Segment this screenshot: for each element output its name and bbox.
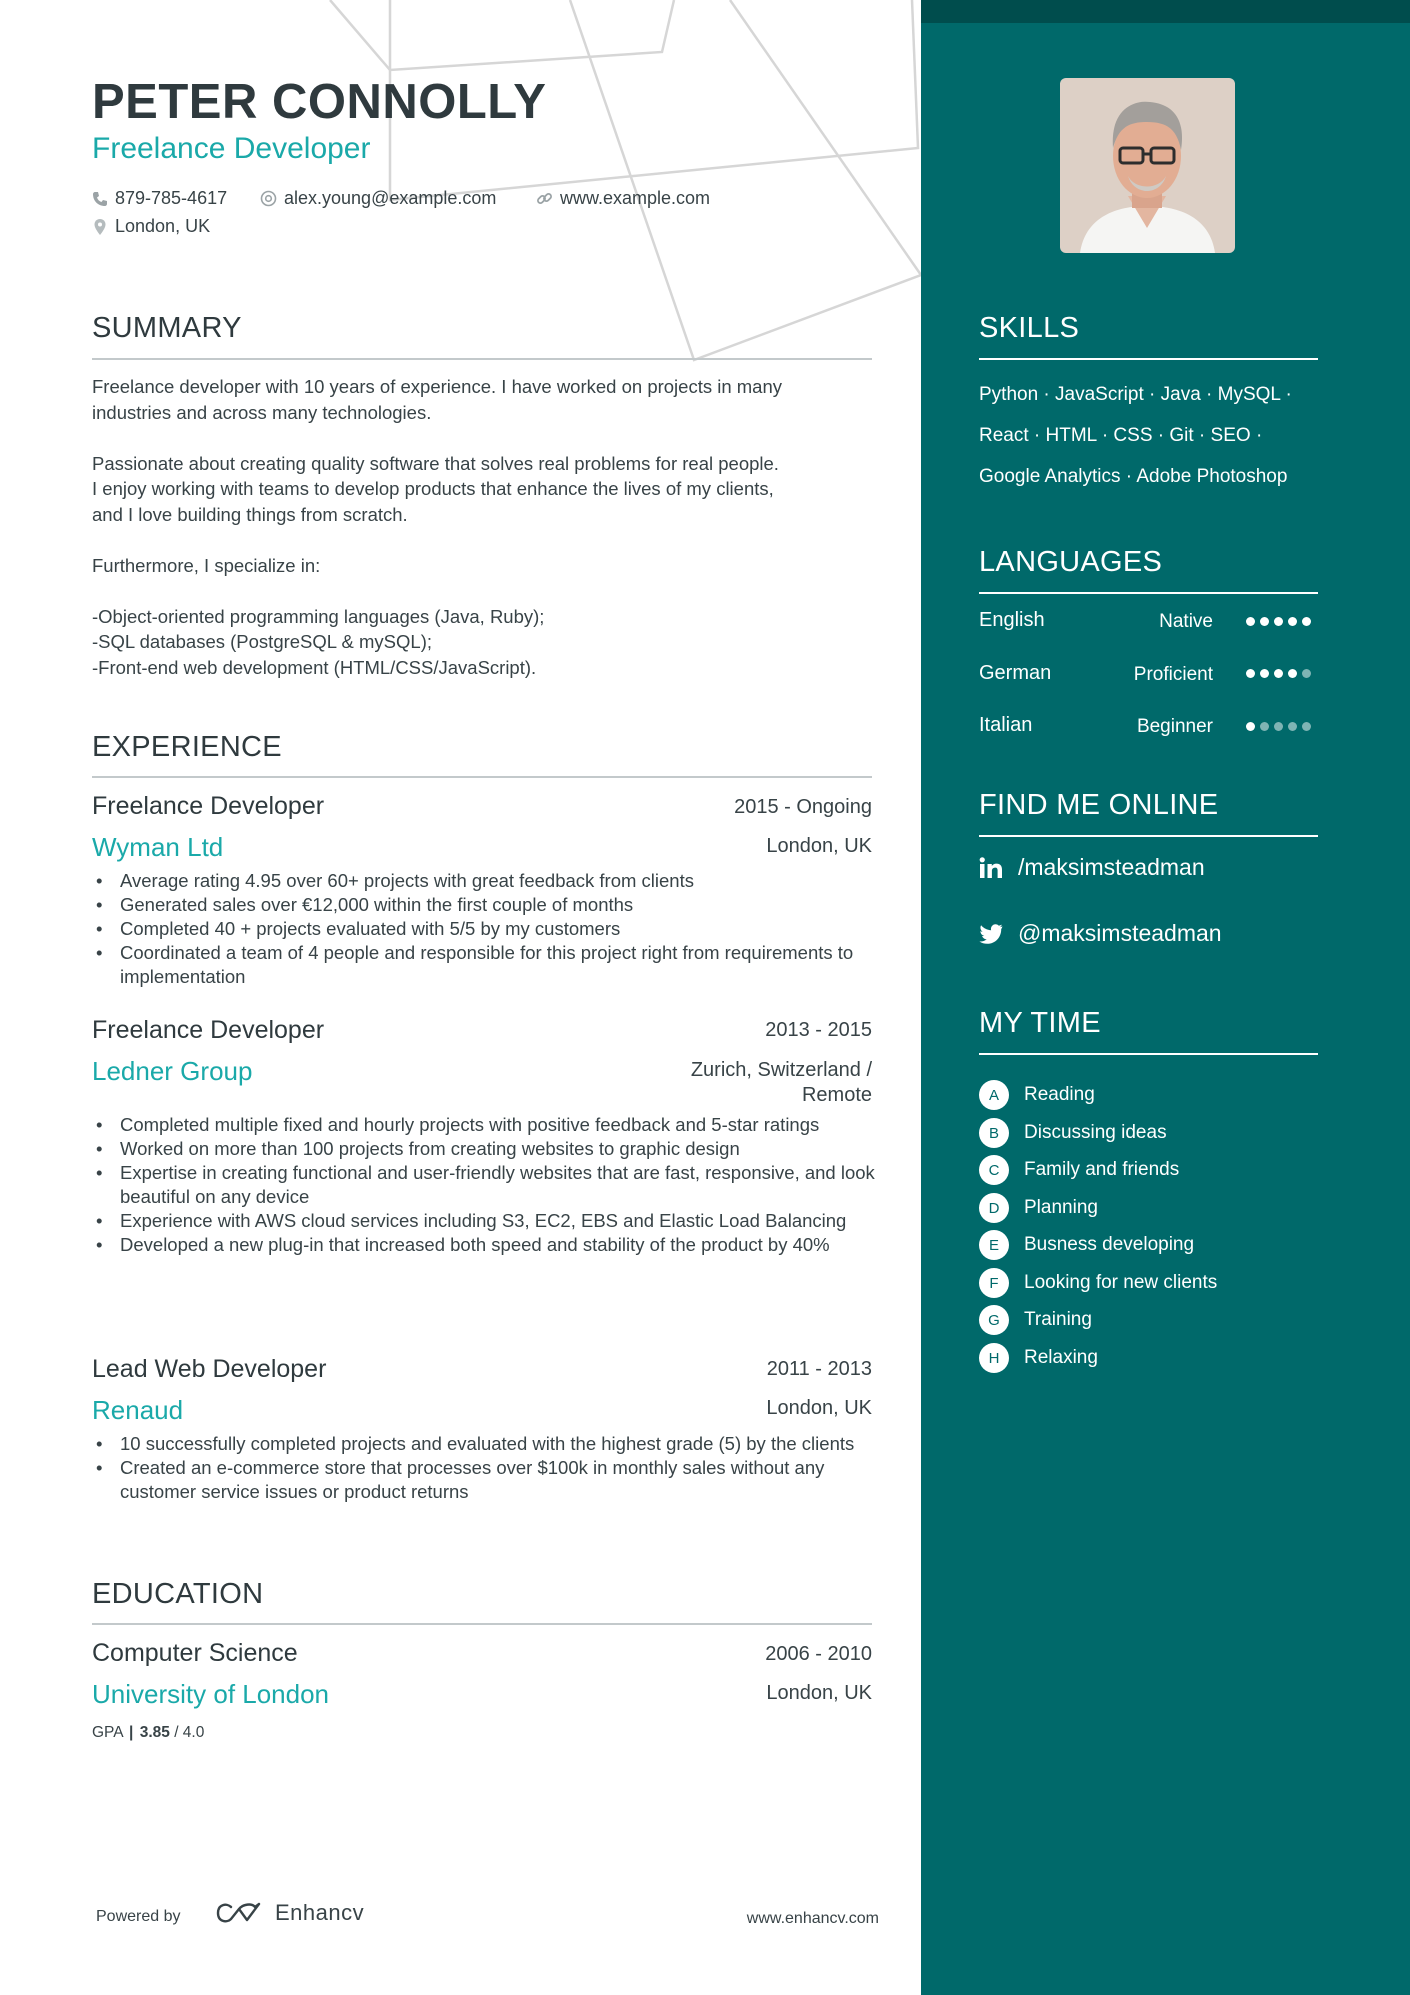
job-dates: 2015 - Ongoing bbox=[734, 796, 872, 818]
email-text: alex.young@example.com bbox=[284, 188, 497, 208]
my-time-label: Busness developing bbox=[1024, 1234, 1195, 1255]
language-name: Italian bbox=[979, 714, 1033, 736]
my-time-heading: MY TIME bbox=[979, 1007, 1101, 1039]
job-bullets bbox=[92, 1113, 905, 1257]
enhancv-brand-name: Enhancv bbox=[275, 1900, 365, 1925]
summary-line: industries and across many technologies. bbox=[92, 401, 432, 423]
job-location-line: Remote bbox=[801, 1084, 872, 1106]
job-title: Freelance Developer bbox=[92, 792, 325, 820]
linkedin-link[interactable] bbox=[979, 854, 1205, 881]
bullet-item: • Created an e-commerce store that processes over $100k in monthly sales without any customer service issues or product returns bbox=[120, 1456, 905, 1504]
bullet-item: • 10 successfully completed projects and evaluated with the highest grade (5) by the clients bbox=[120, 1432, 905, 1456]
my-time-letter-badge: H bbox=[979, 1343, 1009, 1373]
rating-dot-filled bbox=[1246, 722, 1255, 731]
bullet-item: • Experience with AWS cloud services including S3, EC2, EBS and Elastic Load Balancing bbox=[120, 1209, 905, 1233]
my-time-item bbox=[979, 1343, 1098, 1373]
profile-photo bbox=[1060, 78, 1235, 253]
bullet-item: • Coordinated a team of 4 people and responsible for this project right from requirements to implementation bbox=[120, 941, 905, 989]
online-divider bbox=[979, 835, 1318, 837]
location-text: London, UK bbox=[115, 216, 211, 236]
summary-line: -SQL databases (PostgreSQL & mySQL); bbox=[92, 631, 432, 652]
school-name: University of London bbox=[92, 1679, 330, 1709]
my-time-letter-badge: E bbox=[979, 1230, 1009, 1260]
language-level: Native bbox=[1159, 611, 1213, 632]
job-title: Freelance Developer bbox=[92, 1016, 325, 1044]
bullet-item: • Expertise in creating functional and user-friendly websites that are fast, responsive, and look beautiful on any device bbox=[120, 1161, 905, 1209]
education-heading: EDUCATION bbox=[92, 1578, 264, 1610]
my-time-letter-badge: G bbox=[979, 1305, 1009, 1335]
bullet-item: • Average rating 4.95 over 60+ projects with great feedback from clients bbox=[120, 869, 905, 893]
rating-dot-filled bbox=[1288, 669, 1297, 678]
rating-dot-empty bbox=[1260, 722, 1269, 731]
my-time-label: Reading bbox=[1024, 1084, 1095, 1105]
my-time-item bbox=[979, 1080, 1095, 1110]
my-time-label: Training bbox=[1024, 1309, 1092, 1330]
gpa: GPA | 3.85 / 4.0 bbox=[92, 1724, 205, 1741]
job-bullets bbox=[92, 869, 905, 989]
candidate-title: Freelance Developer bbox=[92, 132, 371, 165]
job-bullets bbox=[92, 1432, 905, 1504]
my-time-letter-badge: A bbox=[979, 1080, 1009, 1110]
skills-divider bbox=[979, 358, 1318, 360]
rating-dot-filled bbox=[1302, 617, 1311, 626]
bullet-item: • Completed multiple fixed and hourly projects with positive feedback and 5-star ratings bbox=[120, 1113, 905, 1137]
rating-dot-filled bbox=[1260, 669, 1269, 678]
my-time-item bbox=[979, 1118, 1167, 1148]
skills-line: Google Analytics · Adobe Photoshop bbox=[979, 466, 1288, 487]
job-location: London, UK bbox=[766, 1397, 872, 1419]
summary-line: Passionate about creating quality software that solves real problems for real people. bbox=[92, 452, 779, 474]
my-time-label: Family and friends bbox=[1024, 1159, 1180, 1180]
my-time-label: Planning bbox=[1024, 1197, 1098, 1218]
my-time-label: Looking for new clients bbox=[1024, 1272, 1218, 1293]
summary-line: -Front-end web development (HTML/CSS/JavaScript). bbox=[92, 656, 537, 678]
languages-divider bbox=[979, 592, 1318, 594]
bullet-item: • Generated sales over €12,000 within the first couple of months bbox=[120, 893, 905, 917]
phone-text: 879-785-4617 bbox=[115, 188, 228, 208]
my-time-label: Relaxing bbox=[1024, 1347, 1098, 1368]
gpa-max: / 4.0 bbox=[174, 1724, 205, 1741]
job-location-line: Zurich, Switzerland / bbox=[690, 1059, 872, 1081]
job-dates: 2011 - 2013 bbox=[766, 1358, 872, 1380]
experience-heading: EXPERIENCE bbox=[92, 731, 282, 763]
enhancv-brand[interactable] bbox=[215, 1900, 364, 1926]
summary-line: -Object-oriented programming languages (Java, Ruby); bbox=[92, 605, 545, 627]
link-icon bbox=[536, 190, 553, 207]
sidebar bbox=[921, 0, 1410, 1995]
skills-heading: SKILLS bbox=[979, 312, 1080, 344]
bullet-item: • Worked on more than 100 projects from creating websites to graphic design bbox=[120, 1137, 905, 1161]
rating-dot-filled bbox=[1274, 669, 1283, 678]
my-time-item bbox=[979, 1268, 1217, 1298]
candidate-name: PETER CONNOLLY bbox=[92, 75, 547, 129]
my-time-item bbox=[979, 1193, 1098, 1223]
skills-line: Python · JavaScript · Java · MySQL · bbox=[979, 384, 1292, 405]
website-contact[interactable] bbox=[536, 188, 710, 209]
location-contact bbox=[92, 216, 210, 237]
summary-line: I enjoy working with teams to develop products that enhance the lives of my clients, bbox=[92, 478, 774, 499]
enhancv-logo-icon bbox=[215, 1902, 263, 1924]
twitter-handle: @maksimsteadman bbox=[1018, 920, 1222, 946]
rating-dot-empty bbox=[1302, 669, 1311, 678]
language-rating bbox=[1246, 617, 1311, 626]
powered-by-text: Powered by bbox=[96, 1908, 181, 1925]
rating-dot-empty bbox=[1288, 722, 1297, 731]
at-icon bbox=[260, 190, 277, 207]
job-location bbox=[691, 1058, 872, 1108]
rating-dot-empty bbox=[1274, 722, 1283, 731]
bullet-item: • Completed 40 + projects evaluated with 5/5 by my customers bbox=[120, 917, 905, 941]
skills-line: React · HTML · CSS · Git · SEO · bbox=[979, 425, 1263, 446]
my-time-label: Discussing ideas bbox=[1024, 1122, 1167, 1143]
summary-heading: SUMMARY bbox=[92, 312, 242, 344]
summary-line: Freelance developer with 10 years of experience. I have worked on projects in many bbox=[92, 376, 783, 397]
rating-dot-filled bbox=[1288, 617, 1297, 626]
job-location: London, UK bbox=[766, 835, 872, 857]
rating-dot-filled bbox=[1246, 669, 1255, 678]
online-heading: FIND ME ONLINE bbox=[979, 789, 1219, 821]
my-time-letter-badge: D bbox=[979, 1193, 1009, 1223]
skills-list bbox=[979, 374, 1292, 497]
location-pin-icon bbox=[92, 218, 108, 236]
phone-contact[interactable] bbox=[92, 188, 227, 209]
sidebar-top-band bbox=[921, 0, 1410, 23]
my-time-divider bbox=[979, 1053, 1318, 1055]
linkedin-icon bbox=[979, 857, 1003, 879]
language-name: English bbox=[979, 609, 1045, 631]
language-name: German bbox=[979, 662, 1052, 684]
linkedin-handle: /maksimsteadman bbox=[1018, 854, 1205, 880]
my-time-item bbox=[979, 1230, 1194, 1260]
job-dates: 2013 - 2015 bbox=[765, 1019, 872, 1041]
summary-text bbox=[92, 374, 882, 680]
bullet-item: • Developed a new plug-in that increased both speed and stability of the product by 40% bbox=[120, 1233, 905, 1257]
my-time-letter-badge: B bbox=[979, 1118, 1009, 1148]
experience-divider bbox=[92, 776, 872, 778]
rating-dot-empty bbox=[1302, 722, 1311, 731]
language-rating bbox=[1246, 669, 1311, 678]
gpa-value: 3.85 bbox=[139, 1724, 170, 1741]
education-location: London, UK bbox=[766, 1682, 872, 1704]
twitter-icon bbox=[979, 924, 1003, 944]
education-dates: 2006 - 2010 bbox=[765, 1643, 872, 1665]
rating-dot-filled bbox=[1274, 617, 1283, 626]
rating-dot-filled bbox=[1246, 617, 1255, 626]
my-time-item bbox=[979, 1305, 1092, 1335]
language-rating bbox=[1246, 722, 1311, 731]
my-time-letter-badge: F bbox=[979, 1268, 1009, 1298]
summary-line: Furthermore, I specialize in: bbox=[92, 554, 321, 576]
email-contact[interactable] bbox=[260, 188, 496, 209]
language-level: Proficient bbox=[1133, 664, 1213, 685]
languages-heading: LANGUAGES bbox=[979, 546, 1163, 578]
company-name: Renaud bbox=[92, 1395, 184, 1425]
degree-title: Computer Science bbox=[92, 1639, 298, 1667]
website-text: www.example.com bbox=[560, 188, 711, 208]
education-divider bbox=[92, 1623, 872, 1625]
summary-divider bbox=[92, 358, 872, 360]
rating-dot-filled bbox=[1260, 617, 1269, 626]
enhancv-url[interactable]: www.enhancv.com bbox=[746, 1910, 879, 1927]
company-name: Wyman Ltd bbox=[92, 832, 224, 862]
my-time-item bbox=[979, 1155, 1179, 1185]
gpa-label: GPA bbox=[92, 1724, 123, 1741]
summary-line: and I love building things from scratch. bbox=[92, 503, 408, 525]
my-time-letter-badge: C bbox=[979, 1155, 1009, 1185]
language-level: Beginner bbox=[1136, 716, 1213, 737]
company-name: Ledner Group bbox=[92, 1056, 253, 1086]
phone-icon bbox=[92, 191, 108, 207]
job-title: Lead Web Developer bbox=[92, 1355, 327, 1383]
twitter-link[interactable] bbox=[979, 920, 1222, 947]
